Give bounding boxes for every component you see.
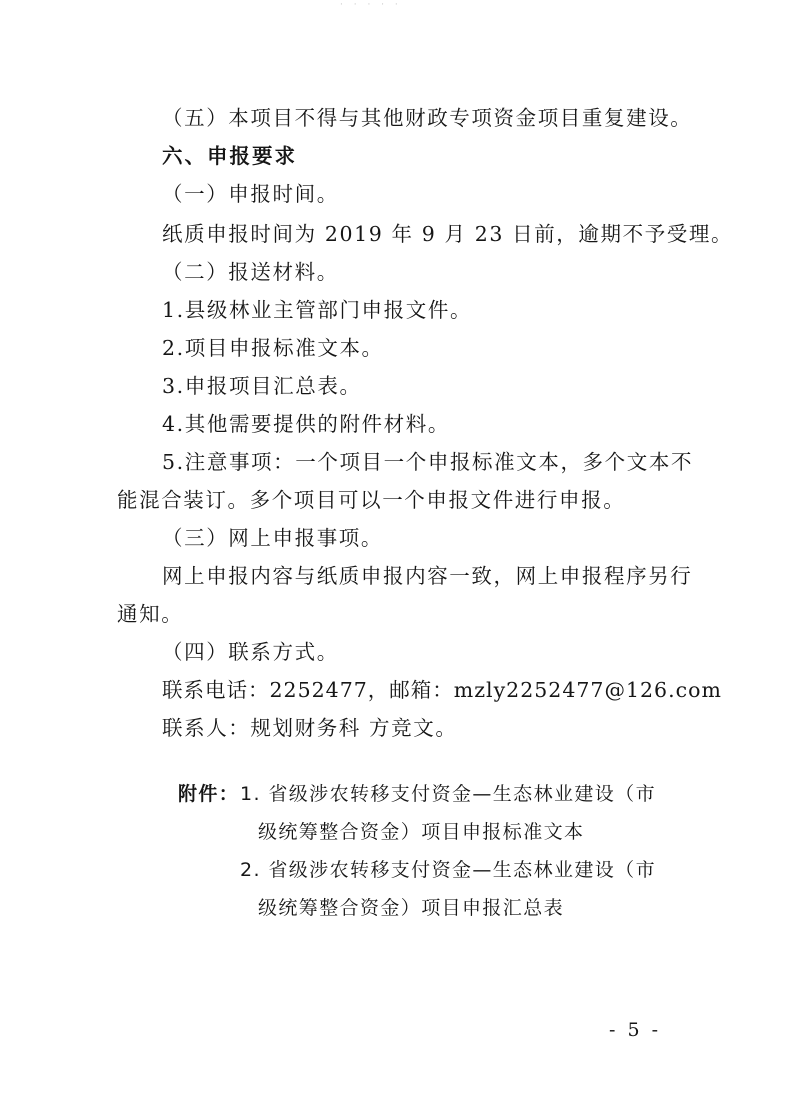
attachment-2-line-1: 2. 省级涉农转移支付资金—生态林业建设（市: [240, 859, 656, 881]
attachment-2-line-2: 级统筹整合资金）项目申报汇总表: [258, 897, 565, 919]
attachment-1-line-2: 级统筹整合资金）项目申报标准文本: [258, 821, 585, 843]
submission-time-text: 纸质申报时间为 2019 年 9 月 23 日前，逾期不予受理。: [162, 222, 734, 246]
contact-phone-email: 联系电话：2252477，邮箱：mzly2252477@126.com: [162, 678, 722, 702]
contact-person: 联系人：规划财务科 方竞文。: [162, 716, 458, 740]
page-number: - 5 -: [609, 1019, 662, 1041]
material-item-4: 4.其他需要提供的附件材料。: [162, 412, 450, 436]
attachment-1-line-1: 1. 省级涉农转移支付资金—生态林业建设（市: [240, 783, 656, 805]
material-item-5-line-1: 5.注意事项：一个项目一个申报标准文本，多个文本不: [162, 450, 694, 474]
material-item-5-line-2: 能混合装订。多个项目可以一个申报文件进行申报。: [117, 488, 626, 512]
subsection-3-heading: （三）网上申报事项。: [162, 526, 383, 550]
attachments-label: 附件：: [178, 783, 240, 805]
subsection-4-heading: （四）联系方式。: [162, 640, 339, 664]
material-item-2: 2.项目申报标准文本。: [162, 336, 384, 360]
item-5-text: （五）本项目不得与其他财政专项资金项目重复建设。: [162, 106, 693, 130]
material-item-1: 1.县级林业主管部门申报文件。: [162, 298, 473, 322]
material-item-3: 3.申报项目汇总表。: [162, 374, 362, 398]
subsection-1-heading: （一）申报时间。: [162, 182, 339, 206]
subsection-2-heading: （二）报送材料。: [162, 260, 339, 284]
section-6-heading: 六、申报要求: [162, 144, 297, 168]
online-text-line-1: 网上申报内容与纸质申报内容一致，网上申报程序另行: [162, 564, 693, 588]
online-text-line-2: 通知。: [117, 602, 184, 626]
top-edge-marks: · · · · ·: [340, 0, 402, 8]
